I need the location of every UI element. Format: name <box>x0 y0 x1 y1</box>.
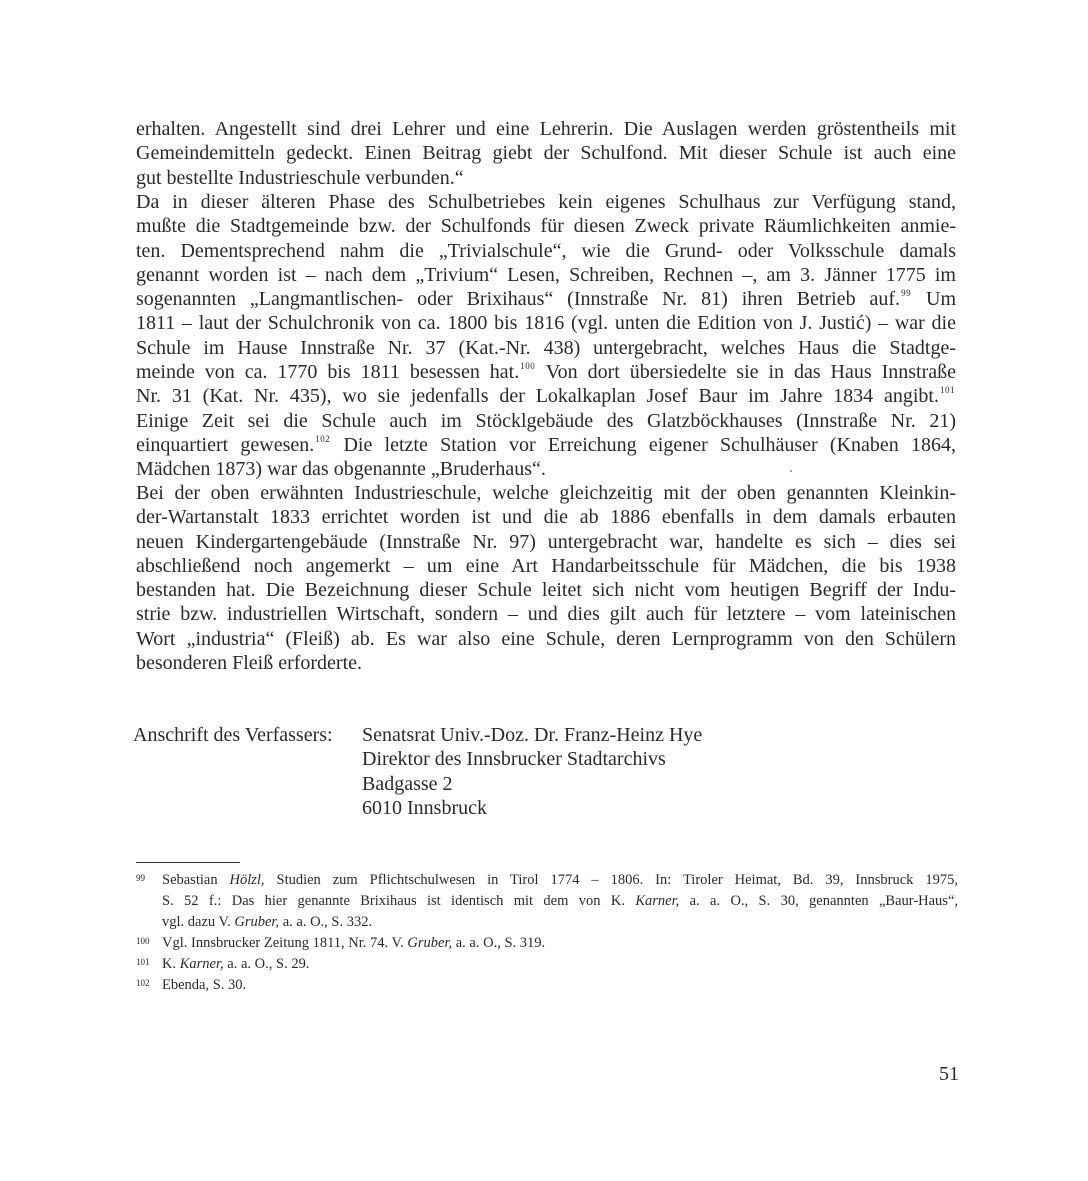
address-row <box>133 772 702 796</box>
text-line: Wort „industria“ (Fleiß) ab. Es war also eine Schule, deren Lernprogramm von den Schülern <box>136 627 956 650</box>
footnote-line <box>162 954 958 975</box>
text-line: Gemeindemitteln gedeckt. Einen Beitrag giebt der Schulfond. Mit dieser Schule ist auch eine <box>136 142 956 165</box>
address-line: Senatsrat Univ.-Doz. Dr. Franz-Heinz Hye <box>362 724 703 746</box>
text-segment: K. <box>162 956 180 972</box>
text-segment: sogenannten „Langmantlischen- oder Brixihaus“ (Innstraße Nr. 81) ihren Betrieb auf. <box>136 288 901 311</box>
text-segment: Studien zum Pflichtschulwesen in Tirol 1774 – 1806. In: Tiroler Heimat, Bd. 39, Innsbruck 1975, <box>264 872 958 888</box>
address-row <box>133 796 702 820</box>
speck-mark <box>790 470 792 472</box>
text-line: 1811 – laut der Schulchronik von ca. 1800 bis 1816 (vgl. unten die Edition von J. Justić) – war die <box>136 312 956 335</box>
text-segment: a. a. O., S. 30, genannten „Baur-Haus“, <box>679 893 959 909</box>
text-segment: Um <box>926 288 956 311</box>
address-spacer <box>133 796 362 820</box>
text-segment: Vgl. Innsbrucker Zeitung 1811, Nr. 74. V. <box>162 935 408 951</box>
author-address <box>133 723 702 820</box>
text-segment: S. 52 f.: Das hier genannte Brixihaus ist identisch mit dem von K. <box>162 893 636 909</box>
text-line: erhalten. Angestellt sind drei Lehrer und eine Lehrerin. Die Auslagen werden gröstentheils mit <box>136 118 956 140</box>
footnote-ref: 101 <box>940 385 955 396</box>
address-line: Badgasse 2 <box>362 772 453 795</box>
paragraph-1 <box>136 117 956 190</box>
text-line: genannt worden ist – nach dem „Trivium“ Lesen, Schreiben, Rechnen –, am 3. Jänner 1775 im <box>136 263 956 286</box>
text-line: strie bzw. industriellen Wirtschaft, sondern – und dies gilt auch für letztere – vom lateinischen <box>136 603 956 626</box>
text-line <box>136 433 956 457</box>
text-line: Mädchen 1873) war das obgenannte „Bruderhaus“. <box>136 458 546 481</box>
paragraph-3 <box>136 481 956 675</box>
paragraph-2 <box>136 190 956 482</box>
address-label: Anschrift des Verfassers: <box>133 724 333 746</box>
text-line <box>136 360 956 384</box>
text-line <box>136 384 956 408</box>
text-segment: vgl. dazu V. <box>162 914 235 930</box>
text-segment: Die letzte Station vor Erreichung eigener Schulhäuser (Knaben 1864, <box>343 433 956 456</box>
author-name: Hölzl, <box>229 872 265 888</box>
footnote <box>136 975 958 996</box>
text-line <box>136 287 956 311</box>
address-row <box>133 723 702 747</box>
footnote <box>136 954 958 975</box>
footnote-line: Ebenda, S. 30. <box>162 977 247 993</box>
text-line: bestanden hat. Die Bezeichnung dieser Schule leitet sich nicht vom heutigen Begriff der Indu- <box>136 579 956 602</box>
address-spacer <box>133 772 362 796</box>
footnote-line <box>162 912 958 933</box>
text-line: Einige Zeit sei die Schule auch im Stöcklgebäude des Glatzböckhauses (Innstraße Nr. 21) <box>136 409 956 432</box>
text-line: gut bestellte Industrieschule verbunden.“ <box>136 166 464 189</box>
footnote-number: 102 <box>136 978 150 988</box>
text-line: Da in dieser älteren Phase des Schulbetriebes kein eigenes Schulhaus zur Verfügung stand, <box>136 191 956 213</box>
address-spacer <box>133 747 362 771</box>
text-line: abschließend noch angemerkt – um eine Art Handarbeitsschule für Mädchen, die bis 1938 <box>136 554 956 577</box>
text-line: besonderen Fleiß erforderte. <box>136 652 363 675</box>
footnote-divider <box>136 862 240 863</box>
author-name: Gruber, <box>234 914 280 930</box>
footnotes <box>136 870 958 996</box>
text-segment: a. a. O., S. 319. <box>452 935 546 951</box>
footnote-number: 99 <box>136 873 145 883</box>
footnote <box>136 933 958 954</box>
footnote-ref: 99 <box>901 288 912 299</box>
text-segment: Von dort übersiedelte sie in das Haus Innstraße <box>545 361 956 384</box>
text-segment: Nr. 31 (Kat. Nr. 435), wo sie jedenfalls der Lokalkaplan Josef Baur im Jahre 1834 angibt. <box>136 385 939 408</box>
text-line: Schule im Hause Innstraße Nr. 37 (Kat.-Nr. 438) untergebracht, welches Haus die Stadtge- <box>136 336 956 359</box>
footnote-number: 100 <box>136 936 150 946</box>
footnote <box>136 870 958 933</box>
author-name: Karner, <box>179 956 224 972</box>
address-row <box>133 747 702 771</box>
address-line: 6010 Innsbruck <box>362 796 487 819</box>
text-line: mußte die Stadtgemeinde bzw. der Schulfonds für diesen Zweck private Räumlichkeiten anmie- <box>136 215 956 238</box>
text-line: Bei der oben erwähnten Industrieschule, welche gleichzeitig mit der oben genannten Kleinkin- <box>136 482 956 504</box>
footnote-number: 101 <box>136 957 150 967</box>
footnote-line <box>162 891 958 912</box>
text-segment: meinde von ca. 1770 bis 1811 besessen hat. <box>136 361 520 384</box>
footnote-ref: 102 <box>315 433 331 444</box>
author-name: Karner, <box>635 893 680 909</box>
author-name: Gruber, <box>407 935 453 951</box>
footnote-line <box>162 870 958 891</box>
footnote-ref: 100 <box>520 361 536 372</box>
text-segment: a. a. O., S. 29. <box>223 956 310 972</box>
text-segment: einquartiert gewesen. <box>136 433 315 456</box>
text-line: ten. Dementsprechend nahm die „Trivialschule“, wie die Grund- oder Volksschule damals <box>136 239 956 262</box>
text-segment: a. a. O., S. 332. <box>279 914 373 930</box>
address-line: Direktor des Innsbrucker Stadtarchivs <box>362 748 666 771</box>
footnote-line <box>162 933 958 954</box>
page-number: 51 <box>939 1063 959 1085</box>
text-segment: Sebastian <box>162 872 230 888</box>
text-line: der-Wartanstalt 1833 errichtet worden ist und die ab 1886 ebenfalls in dem damals erbauten <box>136 506 956 529</box>
text-line: neuen Kindergartengebäude (Innstraße Nr. 97) untergebracht war, handelte es sich – dies sei <box>136 530 956 553</box>
